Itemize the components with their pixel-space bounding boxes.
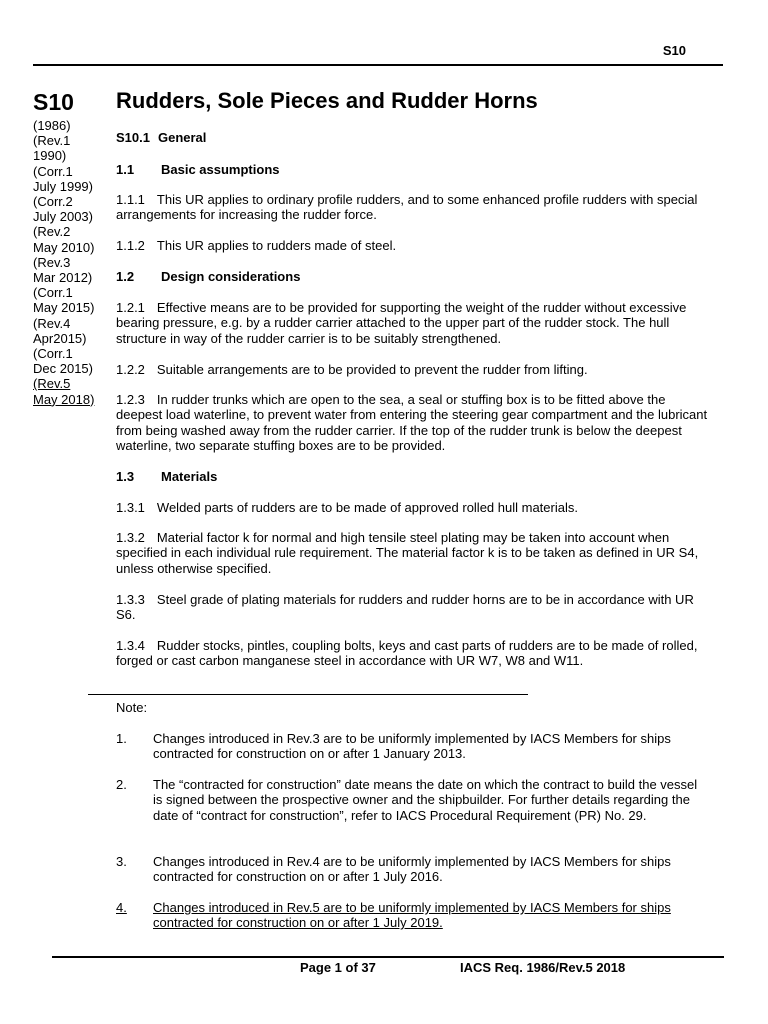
paragraph bbox=[116, 530, 710, 576]
note-number: 4. bbox=[116, 900, 127, 915]
section-heading bbox=[116, 130, 710, 145]
revision-line: (Corr.1 bbox=[33, 285, 73, 301]
paragraph-number: 1.2.2 bbox=[116, 362, 145, 377]
paragraph-text: Welded parts of rudders are to be made of approved rolled hull materials. bbox=[156, 500, 578, 515]
revision-line: (Rev.3 bbox=[33, 254, 71, 270]
paragraph bbox=[116, 238, 710, 253]
revision-line: (Rev.4 bbox=[33, 315, 71, 331]
note-number: 3. bbox=[116, 854, 127, 869]
note-item bbox=[116, 854, 710, 885]
header-rule bbox=[33, 64, 723, 66]
note-item bbox=[116, 900, 710, 931]
revision-line: (1986) bbox=[33, 118, 71, 133]
paragraph bbox=[116, 638, 710, 669]
paragraph-text: In rudder trunks which are open to the sea, a seal or stuffing box is to be fitted above the deepest load waterline, to prevent water from entering the steering gear compartment and the lubricant from being washed away from the rudder carrier. If the top of the rudder trunk is below the deepest waterline, two separate stuffing boxes are to be provided. bbox=[116, 392, 708, 453]
revision-line: May 2010) bbox=[33, 239, 95, 255]
section-number: 1.3 bbox=[116, 469, 135, 484]
footer-rule bbox=[52, 956, 724, 958]
section-number: 1.1 bbox=[116, 162, 135, 177]
note-text: Changes introduced in Rev.5 are to be uniformly implemented by IACS Members for ships contracted for construction on or after 1 July 2019. bbox=[153, 900, 671, 931]
paragraph bbox=[116, 592, 710, 623]
paragraph bbox=[116, 362, 710, 377]
paragraph-text: Rudder stocks, pintles, coupling bolts, keys and cast parts of rudders are to be made of rolled, forged or cast carbon manganese steel in accordance with UR W7, W8 and W11. bbox=[116, 638, 698, 669]
section-heading bbox=[116, 469, 710, 484]
paragraph-number: 1.2.1 bbox=[116, 300, 145, 315]
paragraph-text: Steel grade of plating materials for rudders and rudder horns are to be in accordance with UR S6. bbox=[116, 592, 694, 623]
paragraph-text: Effective means are to be provided for supporting the weight of the rudder without excessive bearing pressure, e.g. by a rudder carrier attached to the upper part of the rudder stock. The hull structure in way of the rudder carrier is to be suitably strengthened. bbox=[116, 300, 687, 346]
section-number: 1.2 bbox=[116, 269, 135, 284]
revision-line: Mar 2012) bbox=[33, 270, 93, 286]
revision-line: (Corr.1 bbox=[33, 163, 73, 179]
document-code: S10 bbox=[33, 89, 74, 115]
paragraph-text: This UR applies to rudders made of steel. bbox=[156, 238, 397, 253]
revision-line: (Rev.1 bbox=[33, 133, 71, 149]
revision-line: (Rev.2 bbox=[33, 224, 71, 240]
note-text: The “contracted for construction” date means the date on which the contract to build the vessel is signed between the prospective owner and the shipbuilder. For further details regarding the date of “contract for construction”, refer to IACS Procedural Requirement (PR) No. 29. bbox=[153, 777, 698, 823]
paragraph-number: 1.1.2 bbox=[116, 238, 145, 253]
section-title: Basic assumptions bbox=[161, 162, 280, 177]
paragraph-number: 1.2.3 bbox=[116, 392, 145, 407]
revision-line: (Corr.1 bbox=[33, 346, 73, 362]
section-title: Materials bbox=[161, 469, 218, 484]
document-reference: IACS Req. 1986/Rev.5 2018 bbox=[460, 960, 626, 975]
paragraph-number: 1.3.1 bbox=[116, 500, 145, 515]
revision-line: July 1999) bbox=[33, 178, 93, 194]
paragraph bbox=[116, 192, 710, 223]
revision-line: 1990) bbox=[33, 148, 67, 164]
revision-column bbox=[33, 88, 111, 407]
paragraph bbox=[116, 392, 710, 453]
paragraph bbox=[116, 500, 710, 515]
section-title: General bbox=[157, 130, 207, 145]
revision-line: May 2018) bbox=[33, 391, 95, 407]
note-number: 1. bbox=[116, 731, 127, 746]
main-content bbox=[116, 86, 724, 116]
page-number: Page 1 of 37 bbox=[300, 960, 376, 975]
section-heading bbox=[116, 162, 710, 177]
section-number: S10.1 bbox=[116, 130, 150, 145]
paragraph-text: This UR applies to ordinary profile rudders, and to some enhanced profile rudders with special arrangements for increasing the rudder force. bbox=[116, 192, 698, 223]
note-separator bbox=[88, 694, 528, 695]
revision-line: Dec 2015) bbox=[33, 361, 93, 377]
paragraph-number: 1.3.4 bbox=[116, 638, 145, 653]
header-code: S10 bbox=[662, 43, 686, 58]
note-item bbox=[116, 777, 710, 823]
note-label: Note: bbox=[116, 700, 148, 715]
revision-line: July 2003) bbox=[33, 209, 93, 225]
revision-line: May 2015) bbox=[33, 300, 95, 316]
note-text: Changes introduced in Rev.3 are to be uniformly implemented by IACS Members for ships contracted for construction on or after 1 January 2013. bbox=[153, 731, 671, 762]
paragraph-number: 1.1.1 bbox=[116, 192, 145, 207]
note-number: 2. bbox=[116, 777, 127, 792]
section-heading bbox=[116, 269, 710, 284]
note-item bbox=[116, 731, 710, 762]
note-text: Changes introduced in Rev.4 are to be uniformly implemented by IACS Members for ships contracted for construction on or after 1 July 2016. bbox=[153, 854, 671, 885]
paragraph-text: Material factor k for normal and high tensile steel plating may be taken into account when specified in each individual rule requirement. The material factor k is to be taken as defined in UR S4, unless otherwise specified. bbox=[116, 530, 699, 576]
section-title: Design considerations bbox=[161, 269, 301, 284]
paragraph bbox=[116, 300, 710, 346]
paragraph-number: 1.3.3 bbox=[116, 592, 145, 607]
revision-line: Apr2015) bbox=[33, 330, 87, 346]
revision-line: (Corr.2 bbox=[33, 194, 73, 210]
paragraph-text: Suitable arrangements are to be provided to prevent the rudder from lifting. bbox=[156, 362, 588, 377]
paragraph-number: 1.3.2 bbox=[116, 530, 145, 545]
document-title: Rudders, Sole Pieces and Rudder Horns bbox=[116, 88, 538, 113]
revision-line: (Rev.5 bbox=[33, 376, 71, 392]
